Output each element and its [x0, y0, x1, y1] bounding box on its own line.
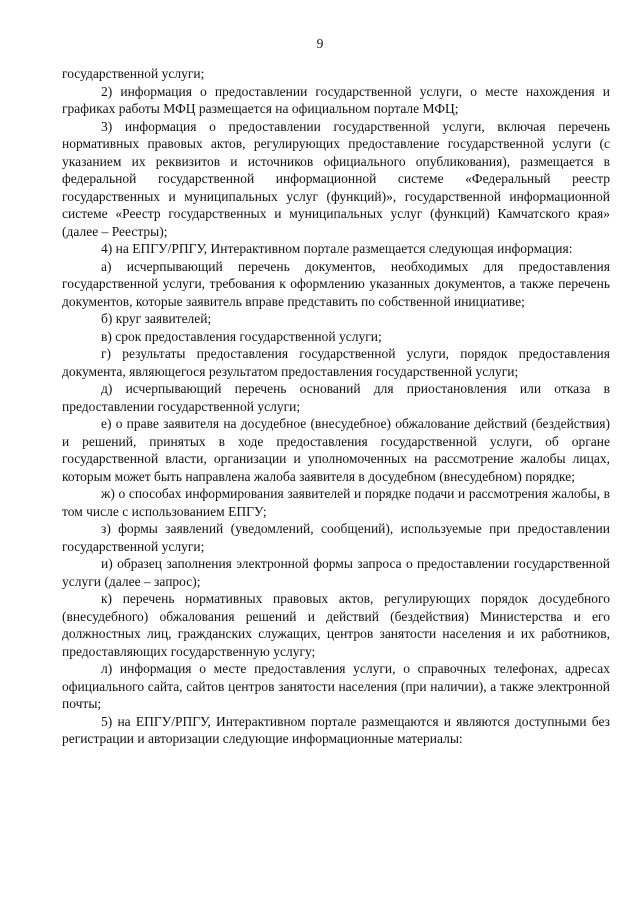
paragraph: а) исчерпывающий перечень документов, необходимых для предоставления государственной услуги, требования к оформлению указанных документов, а также перечень документов, которые заявитель вправе представить по собственной инициативе;: [62, 258, 610, 309]
paragraph: д) исчерпывающий перечень оснований для приостановления или отказа в предоставлении государственной услуги;: [62, 381, 610, 414]
paragraph: ж) о способах информирования заявителей и порядке подачи и рассмотрения жалобы, в том числе с использованием ЕПГУ;: [62, 486, 610, 519]
page-number: 9: [316, 36, 324, 51]
paragraph: государственной услуги;: [62, 66, 205, 81]
paragraph: 4) на ЕПГУ/РПГУ, Интерактивном портале размещается следующая информация:: [101, 241, 573, 256]
paragraph: г) результаты предоставления государственной услуги, порядок предоставления документа, являющегося результатом предоставления государственной услуги;: [62, 346, 610, 379]
paragraph: 2) информация о предоставлении государственной услуги, о месте нахождения и графиках работы МФЦ размещается на официальном портале МФЦ;: [62, 83, 610, 116]
paragraph: к) перечень нормативных правовых актов, регулирующих порядок досудебного (внесудебного) обжалования решений и действий (бездействия) Министерства и его должностных лиц, гражданских служащих, центров занятости населения и их работников, предоставляющих государственную услугу;: [62, 591, 610, 659]
paragraph: е) о праве заявителя на досудебное (внесудебное) обжалование действий (бездействия) и решений, принятых в ходе предоставления государственной услуги, об органе государственной власти, организации и уполномоченных на рассмотрение жалобы лицах, которым может быть направлена жалоба заявителя в досудебном (внесудебном) порядке;: [62, 416, 610, 484]
paragraph: 3) информация о предоставлении государственной услуги, включая перечень нормативных правовых актов, регулирующих предоставление государственной услуги (с указанием их реквизитов и источников официального опубликования), размещается в федеральной государственной информационной системе «Федеральный реестр государственных и муниципальных услуг (функций)», государственной информационной системе «Реестр государственных и муниципальных услуг (функций) Камчатского края» (далее – Реестры);: [62, 118, 610, 239]
paragraph: в) срок предоставления государственной услуги;: [101, 328, 382, 344]
paragraph: л) информация о месте предоставления услуги, о справочных телефонах, адресах официального сайта, сайтов центров занятости населения (при наличии), а также электронной почты;: [62, 661, 610, 711]
paragraph: и) образец заполнения электронной формы запроса о предоставлении государственной услуги (далее – запрос);: [62, 556, 610, 589]
paragraph: 5) на ЕПГУ/РПГУ, Интерактивном портале размещаются и являются доступными без регистрации и авторизации следующие информационные материалы:: [62, 713, 610, 746]
document-body: [62, 65, 610, 748]
paragraph: б) круг заявителей;: [101, 311, 212, 326]
paragraph: з) формы заявлений (уведомлений, сообщений), используемые при предоставлении государственной услуги;: [62, 521, 610, 554]
